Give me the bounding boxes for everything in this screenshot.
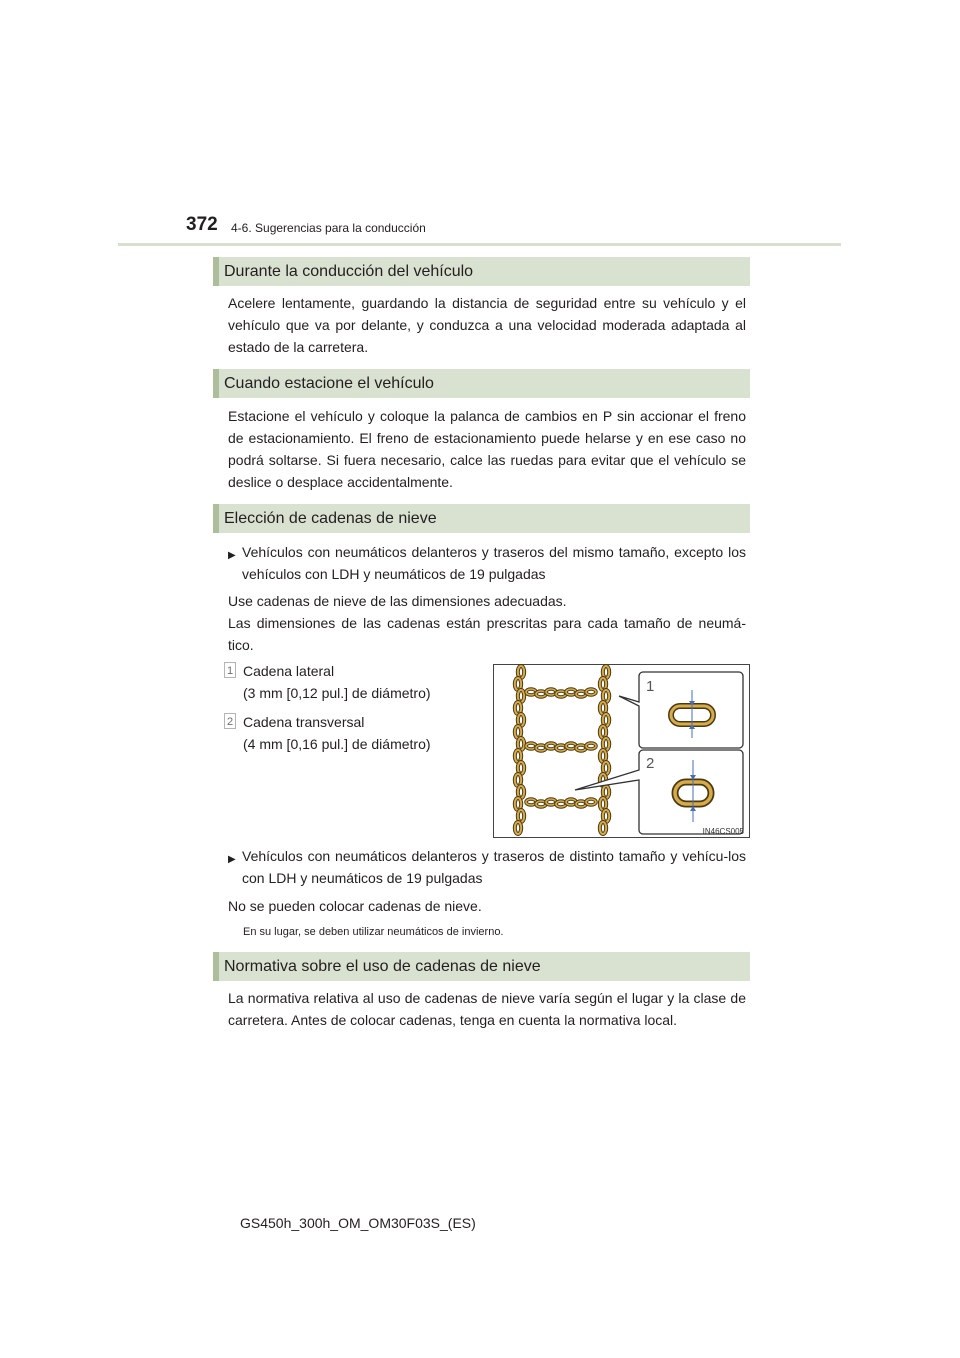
figure-code: IN46CS005 [702, 827, 744, 836]
bullet-different-size [228, 845, 746, 889]
item-label-side-chain: Cadena lateral [243, 663, 335, 679]
paragraph-driving: Acelere lentamente, guardando la distancia de seguridad entre su vehículo y el vehículo que va por delante, y conduzca a una velocidad moderada adaptada al estado de la carretera. [228, 295, 746, 355]
section-heading-driving: Durante la conducción del vehículo [213, 257, 750, 286]
left-side-chain [515, 666, 524, 834]
item-number-2: 2 [224, 713, 236, 729]
callout-label-1: 1 [646, 678, 655, 695]
section-heading-parking: Cuando estacione el vehículo [213, 369, 750, 398]
page-number: 372 [186, 214, 218, 235]
snow-chain-illustration [493, 664, 750, 838]
document-id: GS450h_300h_OM_OM30F03S_(ES) [240, 1215, 476, 1231]
bullet-same-size [228, 541, 746, 585]
item-label-cross-chain: Cadena transversal [243, 714, 365, 730]
item-detail-cross-chain: (4 mm [0,16 pul.] de diámetro) [243, 736, 431, 752]
triangle-bullet-icon: ▶ [228, 854, 236, 865]
text-use-chains: Use cadenas de nieve de las dimensiones adecuadas. [228, 593, 567, 609]
text-dimensions: Las dimensiones de las cadenas están prescritas para cada tamaño de neumá-tico. [228, 615, 746, 653]
section-heading-chains: Elección de cadenas de nieve [213, 504, 750, 533]
note-winter-tires: En su lugar, se deben utilizar neumáticos de invierno. [243, 926, 504, 938]
text-no-chains: No se pueden colocar cadenas de nieve. [228, 898, 482, 914]
snow-chain-diagram [493, 664, 750, 838]
section-breadcrumb: 4-6. Sugerencias para la conducción [231, 221, 426, 235]
callout-label-2: 2 [646, 755, 655, 772]
right-side-chain [600, 666, 609, 834]
header-divider [118, 243, 841, 246]
bullet-same-size-text: Vehículos con neumáticos delanteros y traseros del mismo tamaño, excepto los vehículos con LDH y neumáticos de 19 pulgadas [242, 544, 746, 582]
paragraph-parking: Estacione el vehículo y coloque la palanca de cambios en P sin accionar el freno de estacionamiento. El freno de estacionamiento puede helarse y en ese caso no podrá soltarse. Si fuera necesario, calce las ruedas para evitar que el vehículo se deslice o desplace accidentalmente. [228, 408, 746, 490]
section-heading-regulations: Normativa sobre el uso de cadenas de nieve [213, 952, 750, 981]
item-number-1: 1 [224, 662, 236, 678]
triangle-bullet-icon: ▶ [228, 550, 236, 561]
bullet-different-size-text: Vehículos con neumáticos delanteros y traseros de distinto tamaño y vehícu-los con LDH y neumáticos de 19 pulgadas [242, 848, 746, 886]
paragraph-regulations: La normativa relativa al uso de cadenas de nieve varía según el lugar y la clase de carretera. Antes de colocar cadenas, tenga en cuenta la normativa local. [228, 990, 746, 1028]
item-detail-side-chain: (3 mm [0,12 pul.] de diámetro) [243, 685, 431, 701]
